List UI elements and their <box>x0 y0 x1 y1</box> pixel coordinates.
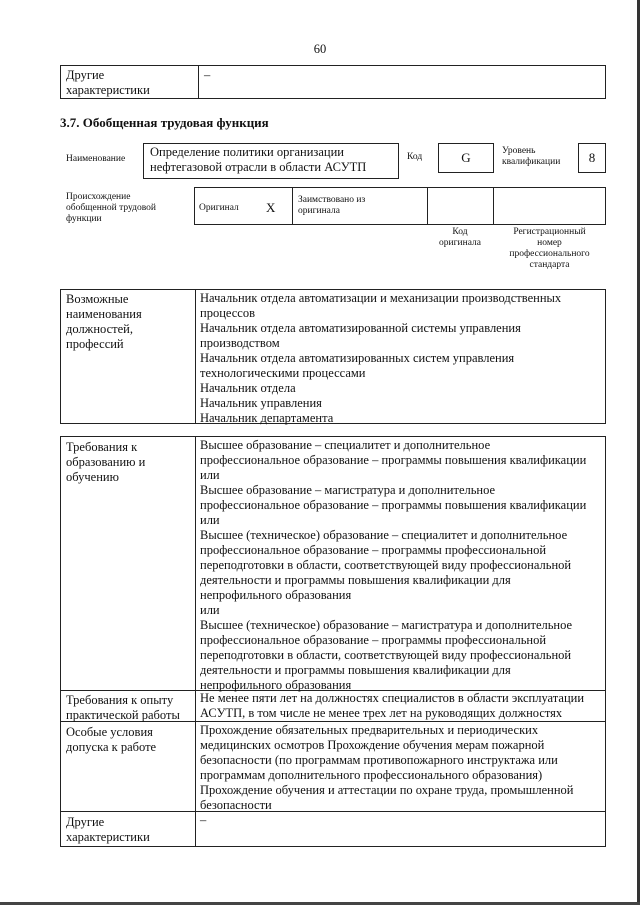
code-value: G <box>461 150 471 165</box>
experience-label: Требования к опыту практической работы <box>66 693 180 722</box>
education-value: Высшее образование – специалитет и дополнительное профессиональное образование – программы повышения квалификации или Высшее образование – магистратура и дополнительное профессиональное образование – программы повышения квалификации или Высшее (техническое) образование – специалитет и дополнительное профессиональное образование – программы профессиональной переподготовки в области, соответствующей виду профессиональной деятельности и программы повышения квалификации для непрофильного образования или Высшее (техническое) образование – магистратура и дополнительное профессиональное образование – программы профессиональной переподготовки в области, соответствующей виду профессиональной деятельности и программы повышения квалификации для непрофильного образования <box>200 438 587 692</box>
positions-label: Возможные наименования должностей, профессий <box>66 292 142 351</box>
section-heading: 3.7. Обобщенная трудовая функция <box>60 115 269 130</box>
level-value: 8 <box>588 150 596 165</box>
level-label: Уровень квалификации <box>502 146 561 167</box>
original-mark: X <box>266 200 276 215</box>
other-characteristics-value: – <box>200 813 207 827</box>
name-value: Определение политики организации нефтегазовой отрасли в области АСУТП <box>150 145 367 174</box>
experience-value: Не менее пяти лет на должностях специалистов в области эксплуатации АСУТП, в том числе не менее трех лет на руководящих должностях <box>200 691 585 720</box>
code-label: Код <box>407 152 423 162</box>
original-label: Оригинал <box>199 203 239 213</box>
conditions-value: Прохождение обязательных предварительных и периодических медицинских осмотров Прохождение обучения мерам пожарной безопасности (по программам противопожарного инструктажа или программам дополнительного профессионального образования) Прохождение обучения и аттестации по охране труда, промышленной безопасности <box>200 723 574 812</box>
top-other-label: Другие характеристики <box>66 68 150 97</box>
positions-value: Начальник отдела автоматизации и механизации производственных процессов Начальник отдела автоматизированной системы управления производством Начальник отдела автоматизированных систем управления технологическими процессами Начальник отдела Начальник управления Начальник департамента <box>200 291 562 425</box>
origin-label: Происхождение обобщенной трудовой функции <box>66 192 156 224</box>
page-number: 60 <box>313 42 327 56</box>
other-characteristics-label: Другие характеристики <box>66 815 150 844</box>
registration-number-caption: Регистрационный номер профессионального стандарта <box>509 227 590 270</box>
name-label: Наименование <box>66 154 126 164</box>
conditions-label: Особые условия допуска к работе <box>66 725 157 754</box>
top-other-value: – <box>204 68 211 82</box>
origin-table <box>194 187 606 225</box>
education-label: Требования к образованию и обучению <box>66 440 146 484</box>
code-original-caption: Код оригинала <box>439 227 481 248</box>
borrowed-label: Заимствовано из оригинала <box>298 195 366 216</box>
